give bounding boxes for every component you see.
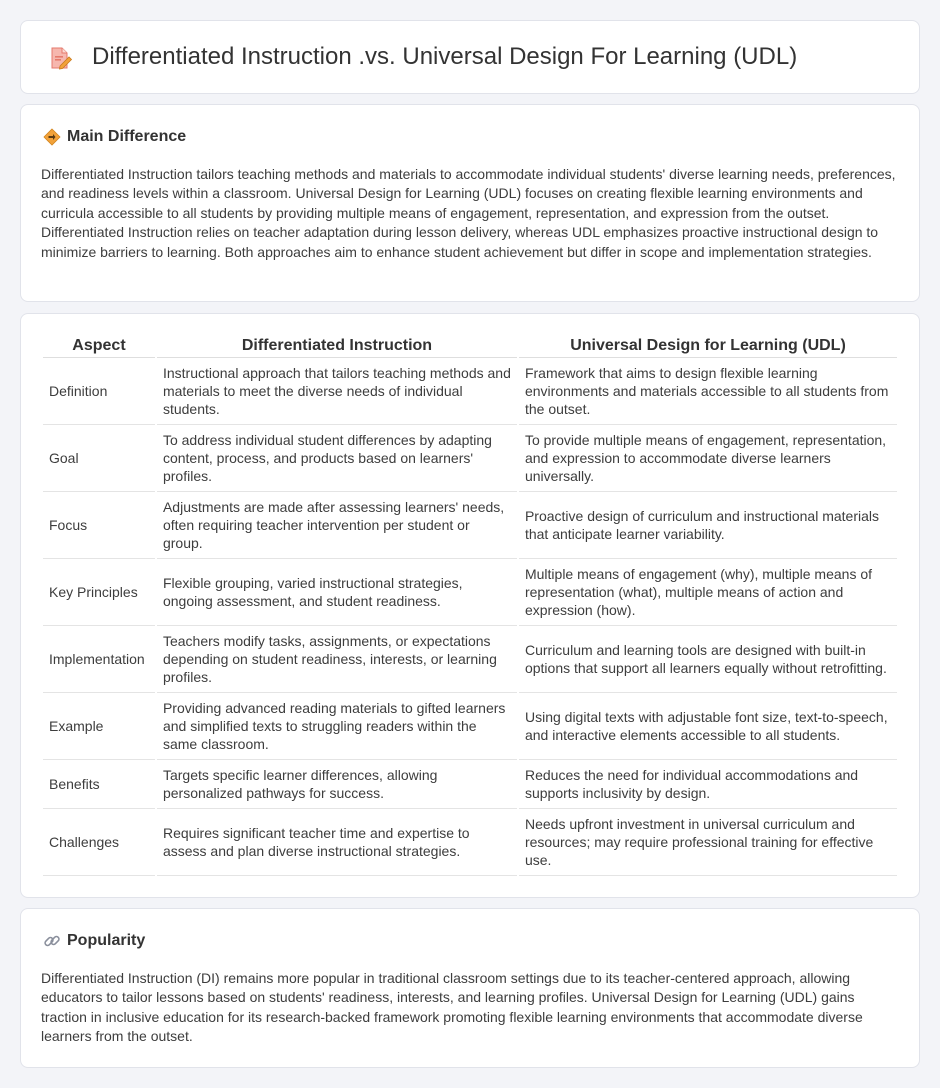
row-udl: Proactive design of curriculum and instructional materials that anticipate learner variability. — [519, 492, 897, 559]
row-di: Adjustments are made after assessing learners' needs, often requiring teacher intervention per student or group. — [157, 492, 517, 559]
main-difference-heading-label: Main Difference — [67, 128, 187, 145]
popularity-heading — [43, 932, 145, 950]
row-di: Flexible grouping, varied instructional strategies, ongoing assessment, and student readiness. — [157, 559, 517, 626]
header-differentiated-instruction: Differentiated Instruction — [157, 334, 517, 358]
row-di: Teachers modify tasks, assignments, or expectations depending on student readiness, interests, or learning profiles. — [157, 626, 517, 693]
row-aspect: Key Principles — [43, 559, 155, 626]
popularity-heading-label: Popularity — [67, 932, 146, 949]
table-header-row — [43, 334, 897, 358]
main-difference-text: Differentiated Instruction tailors teaching methods and materials to accommodate individual students' diverse learning needs, preferences, and readiness levels within a classroom. Universal Design for Learning (UDL) focuses on creating flexible learning environments and curricula accessible to all students by providing multiple means of engagement, representation, and expression from the outset. Differentiated Instruction relies on teacher adaptation during lesson delivery, whereas UDL emphasizes proactive instructional design to minimize barriers to learning. Both approaches aim to enhance student achievement but differ in scope and implementation strategies. — [41, 166, 896, 260]
table-row — [43, 809, 897, 876]
row-aspect: Goal — [43, 425, 155, 492]
link-icon — [43, 932, 61, 950]
header-udl: Universal Design for Learning (UDL) — [519, 334, 897, 358]
table-row — [43, 626, 897, 693]
row-aspect: Example — [43, 693, 155, 760]
table-row — [43, 358, 897, 425]
row-aspect: Implementation — [43, 626, 155, 693]
row-udl: Using digital texts with adjustable font size, text-to-speech, and interactive elements accessible to all students. — [519, 693, 897, 760]
comparison-table-card — [20, 313, 920, 898]
title-card — [20, 20, 920, 94]
diamond-arrows-icon — [43, 128, 61, 146]
table-row — [43, 559, 897, 626]
popularity-text: Differentiated Instruction (DI) remains more popular in traditional classroom settings due to its teacher-centered approach, allowing educators to tailor lessons based on students' readiness, interests, and learning profiles. Universal Design for Learning (UDL) gains traction in inclusive education for its research-backed framework promoting flexible learning environments that accommodate diverse learners from the outset. — [41, 970, 863, 1045]
popularity-card — [20, 908, 920, 1068]
table-row — [43, 492, 897, 559]
row-di: Instructional approach that tailors teaching methods and materials to meet the diverse needs of individual students. — [157, 358, 517, 425]
table-row — [43, 425, 897, 492]
document-pencil-icon — [47, 45, 73, 71]
row-aspect: Benefits — [43, 760, 155, 809]
row-udl: Curriculum and learning tools are designed with built-in options that support all learners equally without retrofitting. — [519, 626, 897, 693]
row-aspect: Challenges — [43, 809, 155, 876]
row-aspect: Definition — [43, 358, 155, 425]
row-udl: Needs upfront investment in universal curriculum and resources; may require professional training for effective use. — [519, 809, 897, 876]
row-udl: To provide multiple means of engagement, representation, and expression to accommodate diverse learners universally. — [519, 425, 897, 492]
row-di: To address individual student differences by adapting content, process, and products based on learners' profiles. — [157, 425, 517, 492]
row-di: Targets specific learner differences, allowing personalized pathways for success. — [157, 760, 517, 809]
row-aspect: Focus — [43, 492, 155, 559]
page-title: Differentiated Instruction .vs. Universal Design For Learning (UDL) — [92, 43, 798, 70]
table-row — [43, 760, 897, 809]
main-difference-card — [20, 104, 920, 302]
table-row — [43, 693, 897, 760]
comparison-table — [41, 334, 899, 876]
row-udl: Reduces the need for individual accommodations and supports inclusivity by design. — [519, 760, 897, 809]
header-aspect: Aspect — [43, 334, 155, 358]
row-di: Providing advanced reading materials to gifted learners and simplified texts to struggling readers within the same classroom. — [157, 693, 517, 760]
row-udl: Multiple means of engagement (why), multiple means of representation (what), multiple means of action and expression (how). — [519, 559, 897, 626]
row-udl: Framework that aims to design flexible learning environments and materials accessible to all students from the outset. — [519, 358, 897, 425]
row-di: Requires significant teacher time and expertise to assess and plan diverse instructional strategies. — [157, 809, 517, 876]
main-difference-heading — [43, 128, 186, 146]
